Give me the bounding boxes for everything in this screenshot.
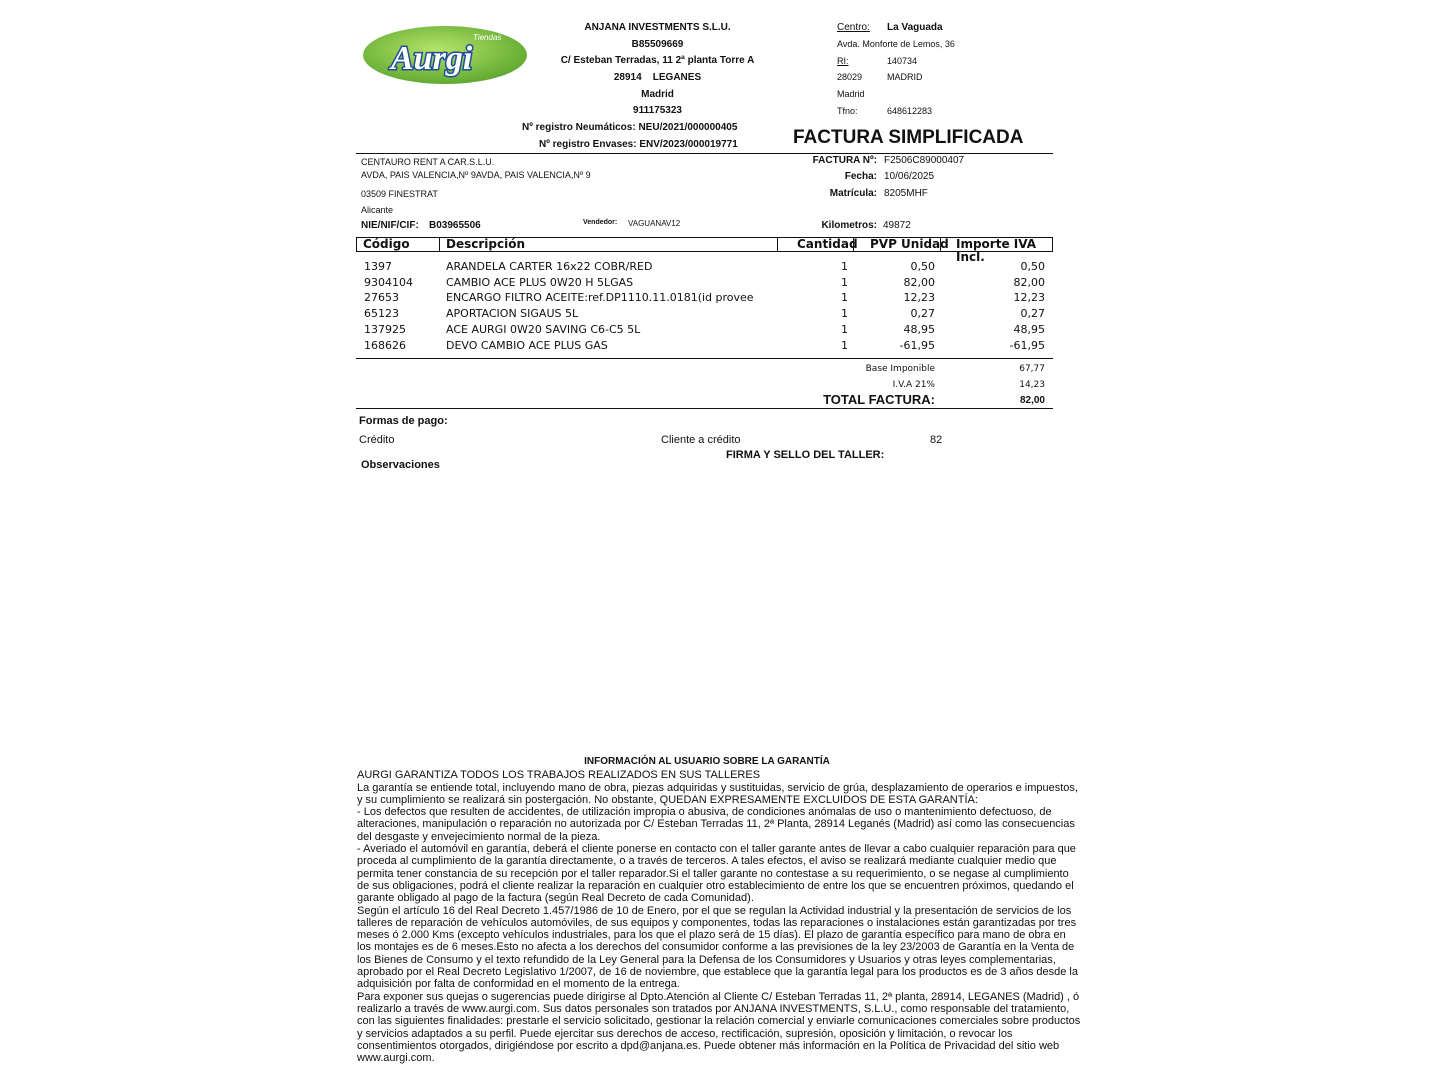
cell-descripcion: APORTACION SIGAUS 5L (446, 307, 579, 320)
warranty-line: de sus obligaciones, podrá el cliente realizar la reparación en cualquier otro establecimiento de entre los que se encuentren próximos, quedando el (357, 879, 1074, 892)
document-title: FACTURA SIMPLIFICADA (793, 127, 1024, 148)
table-row (356, 307, 1053, 323)
payment-method: Crédito (359, 434, 395, 446)
iva-value: 14,23 (1019, 380, 1045, 390)
client-address: AVDA, PAIS VALENCIA,Nº 9AVDA, PAIS VALENCIA,Nº 9 (361, 170, 591, 180)
base-value: 67,77 (1019, 364, 1045, 374)
cell-cantidad: 1 (841, 323, 848, 336)
warranty-line: AURGI GARANTIZA TODOS LOS TRABAJOS REALIZADOS EN SUS TALLERES (357, 769, 761, 782)
warranty-line: los Bienes de Consumo y el texto refundido de la Ley General para la Defensa de los Consumidores y Usuarios y otras leyes complementarias, (357, 953, 1056, 966)
centro-cp: 28029 (837, 72, 863, 82)
client-nif-value: B03965506 (429, 220, 481, 231)
cell-codigo: 168626 (364, 339, 406, 352)
cell-pvp: 82,00 (903, 276, 935, 289)
cell-cantidad: 1 (841, 291, 848, 304)
company-block (505, 20, 810, 154)
cell-importe: 12,23 (1013, 291, 1045, 304)
cell-descripcion: ACE AURGI 0W20 SAVING C6-C5 5L (446, 323, 641, 336)
client-cp-city: 03509 FINESTRAT (361, 189, 438, 199)
warranty-line: Para exponer sus quejas o sugerencias puede dirigirse al Dpto.Atención al Cliente C/ Esteban Terradas 11, 2ª planta, 28914, LEGANES (Madrid) , ó (357, 990, 1080, 1003)
table-header (356, 237, 1053, 264)
warranty-line: y servicios adaptados a su perfil. Puede ejercitar sus derechos de acceso, rectificación, supresión, oposición y limitación, o revocar los (357, 1027, 1013, 1040)
warranty-text (357, 769, 1081, 1065)
vendedor-value: VAGUANAV12 (628, 219, 681, 228)
aurgi-logo (361, 24, 529, 86)
col-pvp: PVP Unidad (870, 237, 949, 251)
cell-descripcion: ENCARGO FILTRO ACEITE:ref.DP1110.11.0181(id provee (446, 291, 754, 304)
col-importe: Importe IVA Incl. (956, 237, 1036, 264)
vendedor-label: Vendedor: (583, 219, 618, 226)
warranty-line: Según el artículo 16 del Real Decreto 1.457/1986 de 10 de Enero, por el que se regulan la Actividad industrial y la presentación de servicios de los (357, 904, 1072, 917)
company-postal-city: 28914 LEGANES (613, 72, 702, 84)
centro-tfno-value: 648612283 (887, 106, 933, 116)
col-separator (940, 237, 941, 251)
warranty-line: alteraciones, manipulación o reparación no autorizada por C/ Esteban Terradas 11, 2ª Planta, 28914 Leganés (Madrid) así como las consecuencias (357, 818, 1075, 831)
base-label: Base Imponible (865, 364, 935, 374)
cell-codigo: 65123 (364, 307, 399, 320)
company-cif: B85509669 (631, 38, 684, 50)
cell-codigo: 9304104 (364, 276, 413, 289)
col-separator (777, 237, 778, 251)
invoice-number-label: FACTURA Nº: (812, 155, 877, 166)
cell-importe: -61,95 (1009, 339, 1045, 352)
header-divider (356, 153, 1053, 154)
invoice-date-label: Fecha: (844, 171, 877, 182)
cell-importe: 0,27 (1020, 307, 1045, 320)
payment-amount: 82 (930, 434, 943, 446)
company-reg-neumaticos: Nº registro Neumáticos: NEU/2021/000000405 (522, 122, 738, 134)
observaciones-label: Observaciones (361, 459, 440, 471)
warranty-title: INFORMACIÓN AL USUARIO SOBRE LA GARANTÍA (584, 756, 830, 767)
col-cantidad: Cantidad (797, 237, 858, 251)
firma-label: FIRMA Y SELLO DEL TALLER: (726, 449, 885, 461)
warranty-line: www.aurgi.com. (357, 1052, 435, 1065)
svg-text:Tiendas: Tiendas (473, 33, 502, 42)
centro-ri-value: 140734 (887, 56, 918, 66)
client-nif-label: NIE/NIF/CIF: (361, 220, 419, 231)
matricula-label: Matrícula: (829, 188, 877, 199)
centro-city: MADRID (887, 72, 923, 82)
company-address: C/ Esteban Terradas, 11 2ª planta Torre A (560, 55, 755, 67)
payment-type: Cliente a crédito (661, 434, 741, 446)
col-codigo: Código (363, 237, 410, 251)
table-row (356, 276, 1053, 292)
warranty-line: consentimientos otorgados, dirigiéndose por escrito a dpd@anjana.es. Puede obtener más información en la Política de Privacidad del sitio web (357, 1039, 1060, 1052)
payment-title: Formas de pago: (359, 415, 448, 427)
cell-codigo: 137925 (364, 323, 406, 336)
centro-tfno-label: Tfno: (837, 106, 858, 116)
cell-pvp: 48,95 (903, 323, 935, 336)
centro-province: Madrid (837, 89, 865, 99)
centro-ri-label: RI: (837, 56, 849, 66)
cell-cantidad: 1 (841, 339, 848, 352)
warranty-line: adquisición por falta de conformidad en el momento de la entrega. (357, 978, 680, 991)
table-row (356, 260, 1053, 276)
cell-pvp: 12,23 (903, 291, 935, 304)
warranty-line: del desgaste y envejecimiento normal de la pieza. (357, 830, 601, 843)
table-row (356, 291, 1053, 307)
total-label: TOTAL FACTURA: (823, 392, 935, 407)
cell-codigo: 27653 (364, 291, 399, 304)
col-descripcion: Descripción (446, 237, 525, 251)
cell-cantidad: 1 (841, 307, 848, 320)
table-bottom-divider (356, 358, 1053, 359)
warranty-line: La garantía se entiende total, incluyendo mano de obra, piezas adquiridas y sustituidas, servicio de grúa, desplazamiento de operarios e impuestos, (357, 781, 1078, 794)
cell-importe: 82,00 (1013, 276, 1045, 289)
company-phone: 911175323 (633, 105, 682, 117)
centro-name: La Vaguada (887, 22, 943, 33)
matricula-value: 8205MHF (884, 188, 928, 199)
cell-cantidad: 1 (841, 260, 848, 273)
cell-pvp: 0,27 (910, 307, 935, 320)
warranty-line: meses ó 2.000 Kms (excepto vehículos industriales, para los que el plazo será de 15 días). El plazo de garantía específico para mano de obra en (357, 929, 1066, 942)
centro-label: Centro: (837, 22, 870, 33)
company-reg-envases: Nº registro Envases: ENV/2023/000019771 (539, 138, 738, 150)
warranty-line: con las siguientes finalidades: prestarle el servicio solicitado, gestionar la relación comercial y enviarle comunicaciones comerciales sobre productos (357, 1015, 1081, 1028)
km-value: 49872 (883, 220, 911, 231)
svg-text:Aurgi: Aurgi (391, 40, 473, 77)
company-name: ANJANA INVESTMENTS S.L.U. (584, 22, 731, 33)
invoice-number-value: F2506C89000407 (884, 155, 965, 166)
col-separator (439, 237, 440, 251)
warranty-line: los montajes es de 6 meses.Esto no afecta a los derechos del consumidor conforme a las previsiones de la ley 23/2003 de Garantía en la Venta de (357, 941, 1075, 954)
cell-pvp: 0,50 (910, 260, 935, 273)
warranty-line: garante obligado al pago de la factura (según Real Decreto de cada Comunidad). (357, 892, 754, 905)
km-label: Kilometros: (821, 220, 877, 231)
invoice-date-value: 10/06/2025 (884, 171, 935, 182)
cell-descripcion: ARANDELA CARTER 16x22 COBR/RED (446, 260, 653, 273)
warranty-line: permita tener constancia de su recepción por el taller reparador.Si el taller garante no contestase a su requerimiento, o se negase al cumplimiento (357, 867, 1069, 880)
centro-address: Avda. Monforte de Lemos, 36 (837, 39, 955, 49)
warranty-section (357, 756, 1081, 1065)
col-separator (853, 237, 854, 251)
warranty-line: realizarlo a través de www.aurgi.com. Sus datos personales son tratados por ANJANA INVESTMENTS, S.L.U., como responsable del tratamiento, (357, 1002, 1070, 1015)
cell-codigo: 1397 (364, 260, 392, 273)
client-province: Alicante (361, 205, 394, 215)
warranty-line: proceda al cumplimiento de la garantía directamente, o a través de terceros. A tales efectos, el aviso se realizará mediante cualquier medio que (357, 855, 1057, 868)
cell-importe: 48,95 (1013, 323, 1045, 336)
cell-cantidad: 1 (841, 276, 848, 289)
table-row (356, 339, 1053, 355)
client-name: CENTAURO RENT A CAR.S.L.U. (361, 157, 495, 167)
warranty-line: talleres de reparación de vehículos automóviles, de sus equipos y componentes, todas las reparaciones o instalaciones están garantizadas por tres (357, 916, 1077, 929)
warranty-line: y su cumplimiento se realizará sin postergación. No obstante, QUEDAN EXPRESAMENTE EXCLUIDOS DE ESTA GARANTÍA: (357, 793, 978, 806)
cell-importe: 0,50 (1020, 260, 1045, 273)
warranty-line: - Los defectos que resulten de accidentes, de utilización impropia o abusiva, de condiciones anómalas de uso o mantenimiento defectuoso, de (357, 806, 1052, 819)
warranty-line: aprobado por el Real Decreto Legislativo 1/2007, de 16 de noviembre, que establece que la garantía legal para los productos es de 3 años desde la (357, 966, 1078, 979)
warranty-line: - Averiado el automóvil en garantía, deberá el cliente ponerse en contacto con el taller garante antes de llevar a cabo cualquier reparación para que (357, 843, 1076, 856)
cell-descripcion: CAMBIO ACE PLUS 0W20 H 5LGAS (446, 276, 634, 289)
cell-pvp: -61,95 (899, 339, 935, 352)
iva-label: I.V.A 21% (892, 380, 935, 390)
totals-divider (356, 408, 1053, 409)
total-value: 82,00 (1019, 395, 1045, 406)
table-row (356, 323, 1053, 339)
company-province: Madrid (641, 88, 674, 100)
cell-descripcion: DEVO CAMBIO ACE PLUS GAS (446, 339, 608, 352)
